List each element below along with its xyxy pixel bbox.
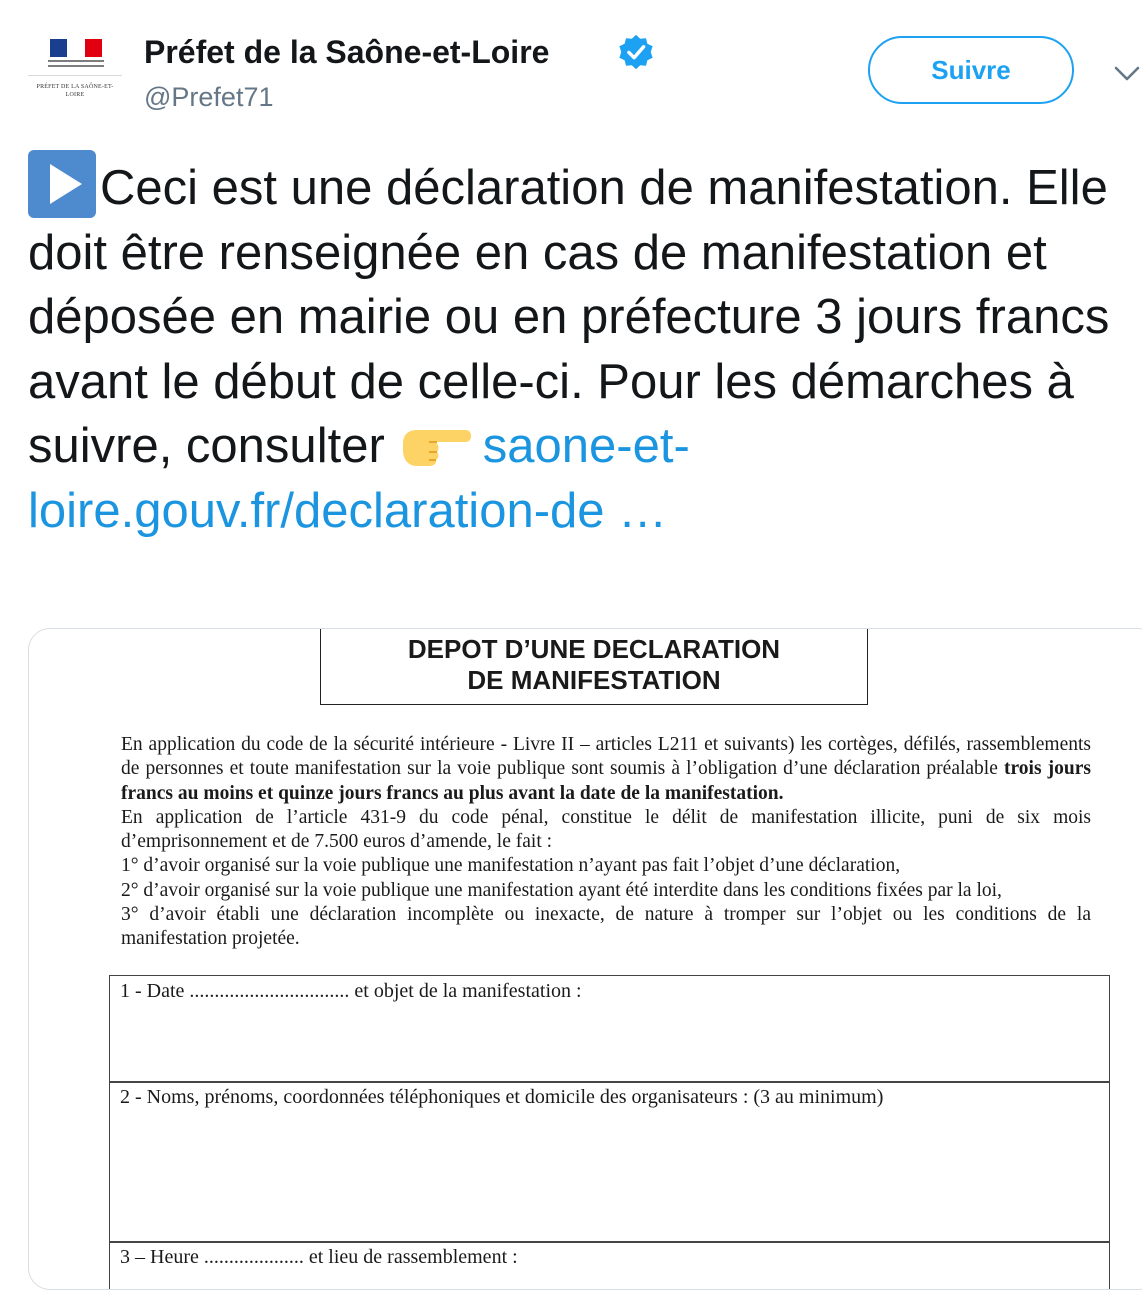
verified-badge-icon bbox=[617, 33, 655, 71]
pointing-hand-icon bbox=[399, 422, 471, 466]
form-field-time bbox=[109, 1241, 1110, 1290]
document-body bbox=[121, 733, 1091, 952]
document-title bbox=[320, 628, 868, 705]
follow-button[interactable]: Suivre bbox=[868, 36, 1074, 104]
document-para1-start: En application du code de la sécurité intérieure - Livre II – articles L211 et suivants) les cortèges, défilés, rassemblements de personnes et toute manifestation sur la voie publique sont soumis à l’obligation d’une déclaration préalable bbox=[121, 734, 1091, 780]
tweet-text-body: Elle doit être renseignée en cas de manifestation et déposée en mairie ou en préfecture 3 jours francs avant le début de celle-ci. Pour les démarches à suivre, consulter bbox=[28, 161, 1110, 473]
tweet-link[interactable]: saone-et-loire.gouv.fr/declaration-de … bbox=[28, 419, 690, 538]
avatar-text: PRÉFET DE LA SAÔNE-ET-LOIRE bbox=[36, 84, 114, 98]
form-field-date-label: 1 - Date ................................ et objet de la manifestation : bbox=[120, 980, 582, 1002]
tweet-text-line1: Ceci est une déclaration de manifestation. bbox=[100, 161, 1013, 215]
document-para2: En application de l’article 431-9 du code pénal, constitue le délit de manifestation illicite, puni de six mois d’emprisonnement et de 7.500 euros d’amende, le fait : bbox=[121, 806, 1091, 853]
chevron-down-icon[interactable] bbox=[1113, 64, 1141, 84]
form-field-time-label: 3 – Heure .................... et lieu de rassemblement : bbox=[120, 1246, 518, 1268]
document-item2: 2° d’avoir organisé sur la voie publique une manifestation ayant été interdite dans les conditions fixées par la loi, bbox=[121, 879, 1002, 901]
display-name[interactable]: Préfet de la Saône-et-Loire bbox=[144, 34, 550, 70]
handle[interactable]: @Prefet71 bbox=[144, 82, 274, 112]
play-button-icon bbox=[28, 150, 96, 218]
document-para1-bold: trois jours francs au moins et quinze jours francs au plus avant la date de la manifestation. bbox=[121, 758, 1092, 804]
marianne-logo-icon bbox=[50, 39, 102, 57]
tweet-text bbox=[28, 150, 1142, 543]
form-field-date bbox=[109, 975, 1110, 1083]
document-title-line1: DEPOT D’UNE DECLARATION bbox=[407, 634, 781, 664]
media-image[interactable] bbox=[28, 628, 1142, 1290]
tweet-header bbox=[0, 0, 1142, 130]
form-field-organizers-label: 2 - Noms, prénoms, coordonnées téléphoniques et domicile des organisateurs : (3 au minimum) bbox=[120, 1086, 884, 1108]
avatar[interactable] bbox=[28, 28, 122, 108]
document-item1: 1° d’avoir organisé sur la voie publique une manifestation n’ayant pas fait l’objet d’une déclaration, bbox=[121, 855, 901, 877]
document-title-line2: DE MANIFESTATION bbox=[467, 665, 721, 695]
form-field-organizers bbox=[109, 1081, 1110, 1243]
document-item3: 3° d’avoir établi une déclaration incomplète ou inexacte, de nature à tromper sur l’objet ou les conditions de la manifestation projetée. bbox=[121, 904, 1091, 950]
